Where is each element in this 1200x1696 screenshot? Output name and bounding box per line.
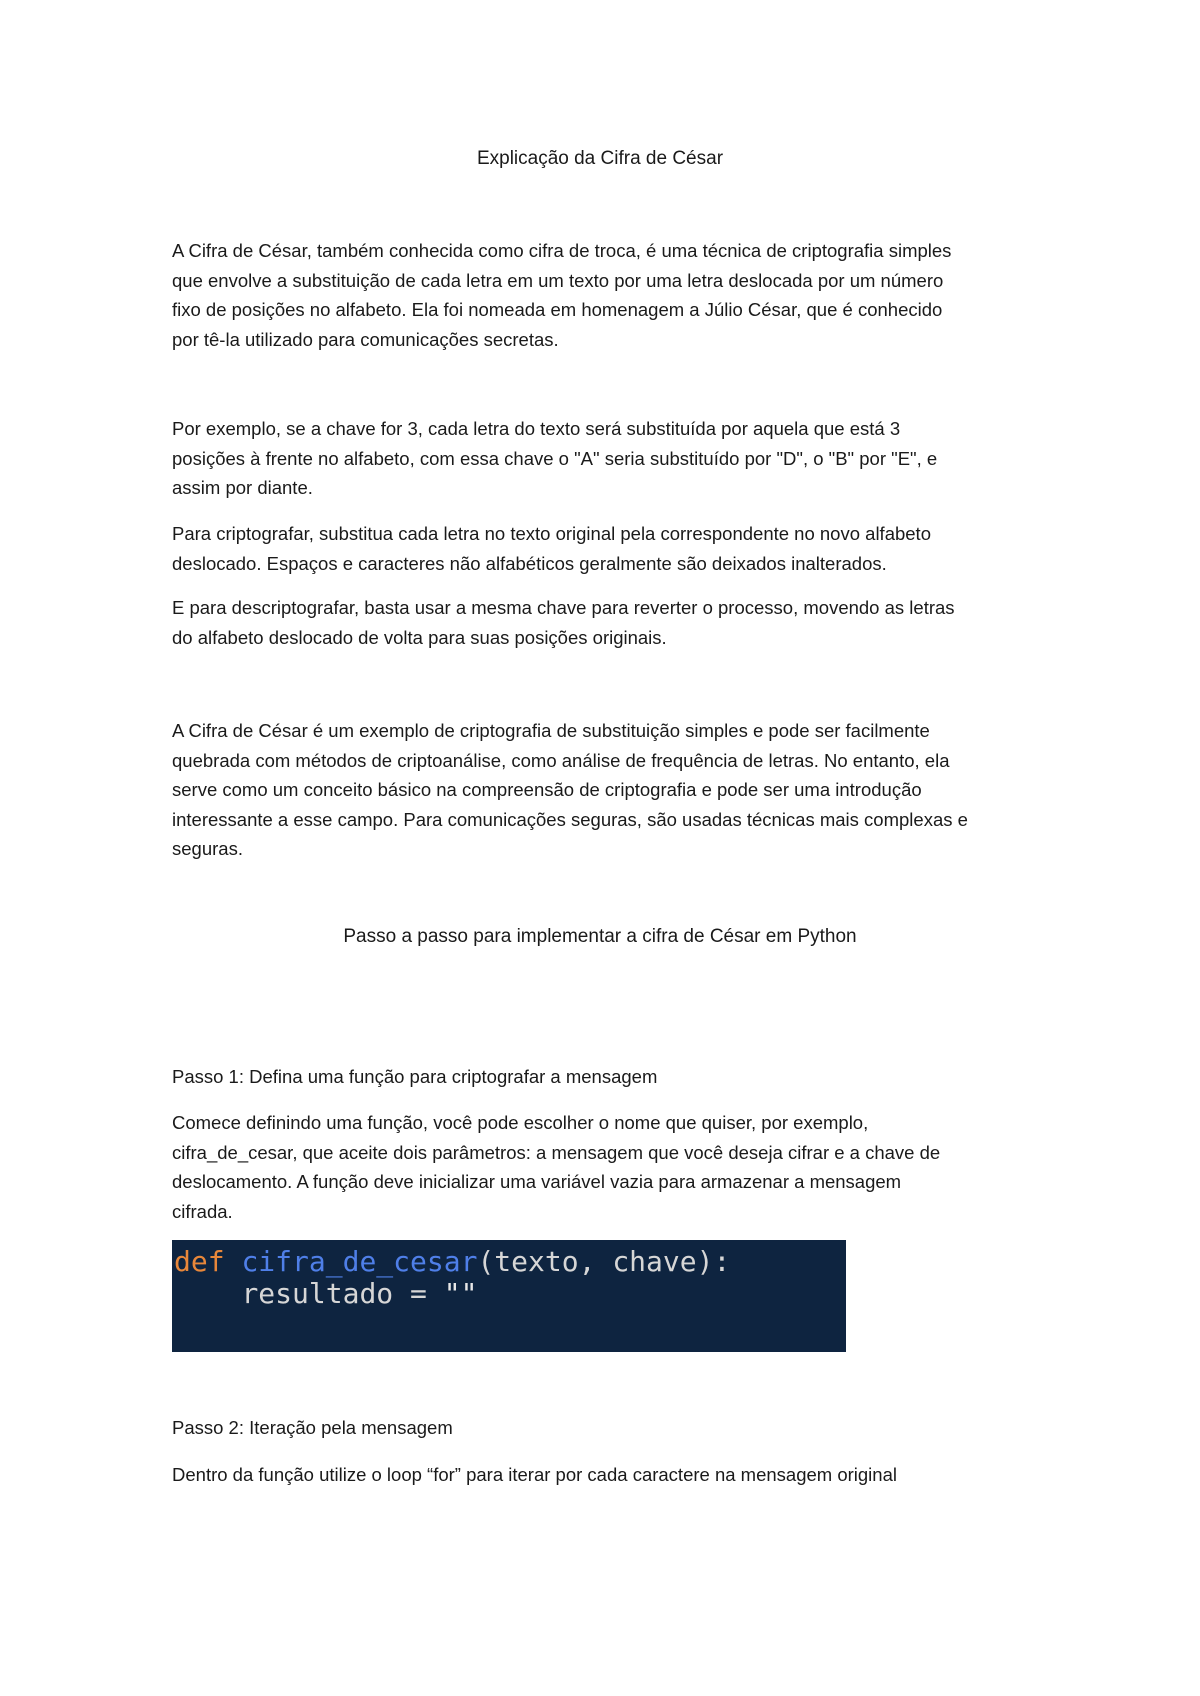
code-line-2 [174,1278,846,1310]
step1-text: Comece definindo uma função, você pode escolher o nome que quiser, por exemplo, cifra_de_cesar, que aceite dois parâmetros: a mensagem que você deseja cifrar e a chave de deslocamento. A função deve inicializar uma variável vazia para armazenar a mensagem cifrada. [172,1112,941,1222]
paragraph-encrypt: Para criptografar, substitua cada letra no texto original pela correspondente no novo alfabeto deslocado. Espaços e caracteres não alfabéticos geralmente são deixados inalterados. [172,523,931,574]
code-line-1 [174,1246,846,1278]
code-string: "" [443,1277,478,1310]
step2-heading: Passo 2: Iteração pela mensagem [172,1417,453,1438]
paragraph-decrypt: E para descriptografar, basta usar a mesma chave para reverter o processo, movendo as letras do alfabeto deslocado de volta para suas posições originais. [172,597,955,648]
code-indent [174,1277,241,1310]
paragraph-intro: A Cifra de César, também conhecida como cifra de troca, é uma técnica de criptografia simples que envolve a substituição de cada letra em um texto por uma letra deslocada por um número fixo de posições no alfabeto. Ela foi nomeada em homenagem a Júlio César, que é conhecido por tê-la utilizado para comunicações secretas. [172,240,952,350]
document-title: Explicação da Cifra de César [476,148,724,169]
code-function-name: cifra_de_cesar [241,1245,478,1278]
paragraph-example: Por exemplo, se a chave for 3, cada letra do texto será substituída por aquela que está 3 posições à frente no alfabeto, com essa chave o "A" seria substituído por "D", o "B" por "E", e assim por diante. [172,418,938,498]
section-title: Passo a passo para implementar a cifra de César em Python [343,926,857,947]
code-snippet [172,1240,846,1352]
code-variable: resultado = [241,1277,444,1310]
paragraph-security: A Cifra de César é um exemplo de criptografia de substituição simples e pode ser facilmente quebrada com métodos de criptoanálise, como análise de frequência de letras. No entanto, ela serve como um conceito básico na compreensão de criptografia e pode ser uma introdução interessante a esse campo. Para comunicações seguras, são usadas técnicas mais complexas e seguras. [172,720,968,859]
code-keyword: def [174,1245,225,1278]
step2-text: Dentro da função utilize o loop “for” para iterar por cada caractere na mensagem original [172,1464,897,1485]
step1-heading: Passo 1: Defina uma função para criptografar a mensagem [172,1066,658,1087]
code-signature: (texto, chave): [477,1245,731,1278]
